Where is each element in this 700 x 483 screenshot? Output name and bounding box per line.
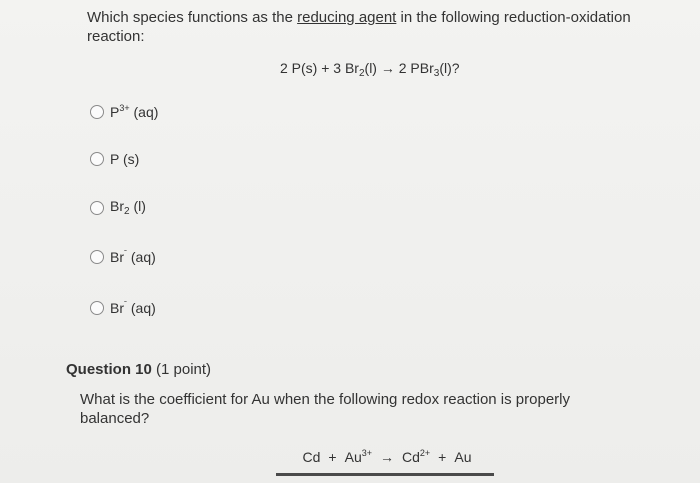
question-10-reaction bbox=[278, 448, 496, 465]
option-label bbox=[110, 248, 156, 265]
radio-button[interactable] bbox=[90, 301, 104, 315]
option-base: Br bbox=[110, 249, 124, 265]
option-p3plus-aq[interactable] bbox=[90, 103, 158, 120]
reactant-1: Cd bbox=[302, 449, 321, 465]
equation-sub-1: 2 bbox=[358, 68, 365, 79]
option-phase: (aq) bbox=[127, 300, 156, 316]
equation-mid: (l) → 2 PBr bbox=[364, 60, 434, 76]
option-label bbox=[110, 103, 158, 120]
equation-left: 2 P(s) + 3 Br bbox=[280, 60, 359, 76]
plus-sign-1: + bbox=[328, 449, 337, 465]
option-phase: (aq) bbox=[127, 249, 156, 265]
product-2: Au bbox=[454, 449, 472, 465]
option-br2-l[interactable] bbox=[90, 198, 146, 217]
reaction-arrow: → bbox=[380, 449, 394, 465]
equation-sub-2: 3 bbox=[433, 68, 440, 79]
question-10-prompt: What is the coefficient for Au when the following redox reaction is properly balanced? bbox=[80, 391, 570, 427]
radio-button[interactable] bbox=[90, 201, 104, 215]
option-br-minus-aq-2[interactable] bbox=[90, 299, 156, 316]
prompt-text-after: in the following reduction-oxidation reaction: bbox=[87, 9, 631, 45]
option-phase: (l) bbox=[129, 198, 146, 214]
equation-right: (l)? bbox=[439, 60, 460, 76]
product-1-charge: 2+ bbox=[419, 448, 431, 458]
reactant-2: Au bbox=[344, 449, 362, 465]
option-base: P bbox=[110, 104, 120, 120]
option-charge: ˉ bbox=[124, 248, 127, 258]
radio-button[interactable] bbox=[90, 152, 104, 166]
option-subscript: 2 bbox=[124, 206, 130, 217]
option-base: Br bbox=[110, 300, 124, 316]
prompt-text-before: Which species functions as the bbox=[87, 9, 298, 26]
radio-button[interactable] bbox=[90, 105, 104, 119]
option-label bbox=[110, 299, 156, 316]
option-p-s[interactable] bbox=[90, 151, 139, 167]
option-phase: (aq) bbox=[129, 104, 159, 120]
question-10-points: (1 point) bbox=[151, 361, 212, 378]
option-label bbox=[110, 151, 139, 167]
radio-button[interactable] bbox=[90, 250, 104, 264]
question-10-header bbox=[66, 361, 211, 378]
plus-sign-2: + bbox=[438, 449, 447, 465]
question-9-equation bbox=[280, 60, 460, 79]
reactant-2-charge: 3+ bbox=[361, 448, 372, 458]
option-charge: 3+ bbox=[119, 103, 130, 113]
option-br-minus-aq-1[interactable] bbox=[90, 248, 156, 265]
question-9-prompt bbox=[87, 8, 677, 46]
prompt-underlined-term: reducing agent bbox=[297, 9, 397, 26]
option-charge: ˉ bbox=[124, 299, 127, 309]
product-1: Cd bbox=[402, 449, 420, 465]
option-base: P bbox=[110, 151, 120, 167]
option-phase: (s) bbox=[119, 151, 140, 167]
question-10-title: Question 10 bbox=[66, 361, 152, 378]
reaction-underline bbox=[276, 473, 494, 476]
option-base: Br bbox=[110, 198, 124, 214]
option-label bbox=[110, 198, 146, 217]
